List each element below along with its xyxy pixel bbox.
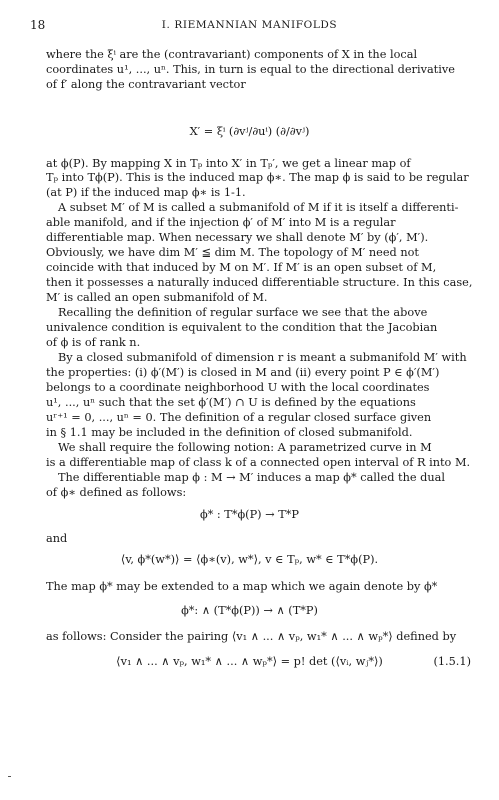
text-line: A subset M′ of M is called a submanifold of M if it is itself a differenti-: [58, 201, 459, 214]
display-equation: X′ = ξⁱ (∂vʲ/∂uⁱ) (∂/∂vʲ): [189, 125, 310, 138]
display-equation: ϕ* : T*ϕ(P) → T*P: [199, 508, 300, 521]
scan-mark: [8, 776, 11, 777]
text-line: Recalling the definition of regular surface we see that the above: [58, 306, 428, 319]
text-line: where the ξⁱ are the (contravariant) components of X in the local: [46, 48, 418, 61]
text-line: u¹, ..., uⁿ such that the set ϕ′(M′) ∩ U is defined by the equations: [46, 396, 416, 409]
text-line: (at P) if the induced map ϕ∗ is 1-1.: [46, 186, 246, 199]
text-line: of ϕ∗ defined as follows:: [46, 486, 187, 499]
text-line: then it possesses a naturally induced differentiable structure. In this case,: [46, 276, 473, 289]
text-line: We shall require the following notion: A parametrized curve in M: [58, 441, 432, 454]
text-line: at ϕ(P). By mapping X in Tₚ into X′ in Tₚ′, we get a linear map of: [46, 157, 411, 170]
text-line: univalence condition is equivalent to the condition that the Jacobian: [46, 321, 438, 334]
text-line: coordinates u¹, ..., uⁿ. This, in turn is equal to the directional derivative: [46, 63, 455, 76]
running-title: I. RIEMANNIAN MANIFOLDS: [161, 19, 338, 31]
text-line: is a differentiable map of class k of a connected open interval of R into M.: [46, 456, 471, 469]
running-header: [30, 18, 469, 34]
page-number: 18: [30, 18, 46, 32]
text-line: coincide with that induced by M on M′. If M′ is an open subset of M,: [46, 261, 437, 274]
text-line: and: [46, 532, 68, 545]
text-line: uʳ⁺¹ = 0, ..., uⁿ = 0. The definition of a regular closed surface given: [46, 411, 432, 424]
text-line: By a closed submanifold of dimension r is meant a submanifold M′ with: [58, 351, 467, 364]
text-line: as follows: Consider the pairing ⟨v₁ ∧ ... ∧ vₚ, w₁* ∧ ... ∧ wₚ*⟩ defined by: [46, 630, 457, 643]
display-equation: ϕ*: ∧ (T*ϕ(P)) → ∧ (T*P): [181, 604, 318, 617]
text-line: Tₚ into Tϕ(P). This is the induced map ϕ∗. The map ϕ is said to be regular: [46, 171, 469, 184]
text-line: M′ is called an open submanifold of M.: [46, 291, 268, 304]
text-line: the properties: (i) ϕ′(M′) is closed in M and (ii) every point P ∈ ϕ′(M′): [46, 366, 440, 379]
text-line: The map ϕ* may be extended to a map which we again denote by ϕ*: [46, 580, 438, 593]
text-line: of f′ along the contravariant vector: [46, 78, 246, 91]
text-line: differentiable map. When necessary we shall denote M′ by (ϕ′, M′).: [46, 231, 429, 244]
display-equation: ⟨v, ϕ*(w*)⟩ = ⟨ϕ∗(v), w*⟩, v ∈ Tₚ, w* ∈ T*ϕ(P).: [120, 553, 379, 566]
equation-number: (1.5.1): [433, 655, 471, 668]
text-line: The differentiable map ϕ : M → M′ induces a map ϕ* called the dual: [58, 471, 445, 484]
text-line: belongs to a coordinate neighborhood U with the local coordinates: [46, 381, 430, 394]
text-line: in § 1.1 may be included in the definition of closed submanifold.: [46, 426, 413, 439]
text-line: Obviously, we have dim M′ ≦ dim M. The topology of M′ need not: [46, 246, 419, 259]
display-equation: ⟨v₁ ∧ ... ∧ vₚ, w₁* ∧ ... ∧ wₚ*⟩ = p! det (⟨vᵢ, wⱼ*⟩): [116, 655, 383, 668]
text-line: of ϕ is of rank n.: [46, 336, 141, 349]
text-line: able manifold, and if the injection ϕ′ of M′ into M is a regular: [46, 216, 396, 229]
